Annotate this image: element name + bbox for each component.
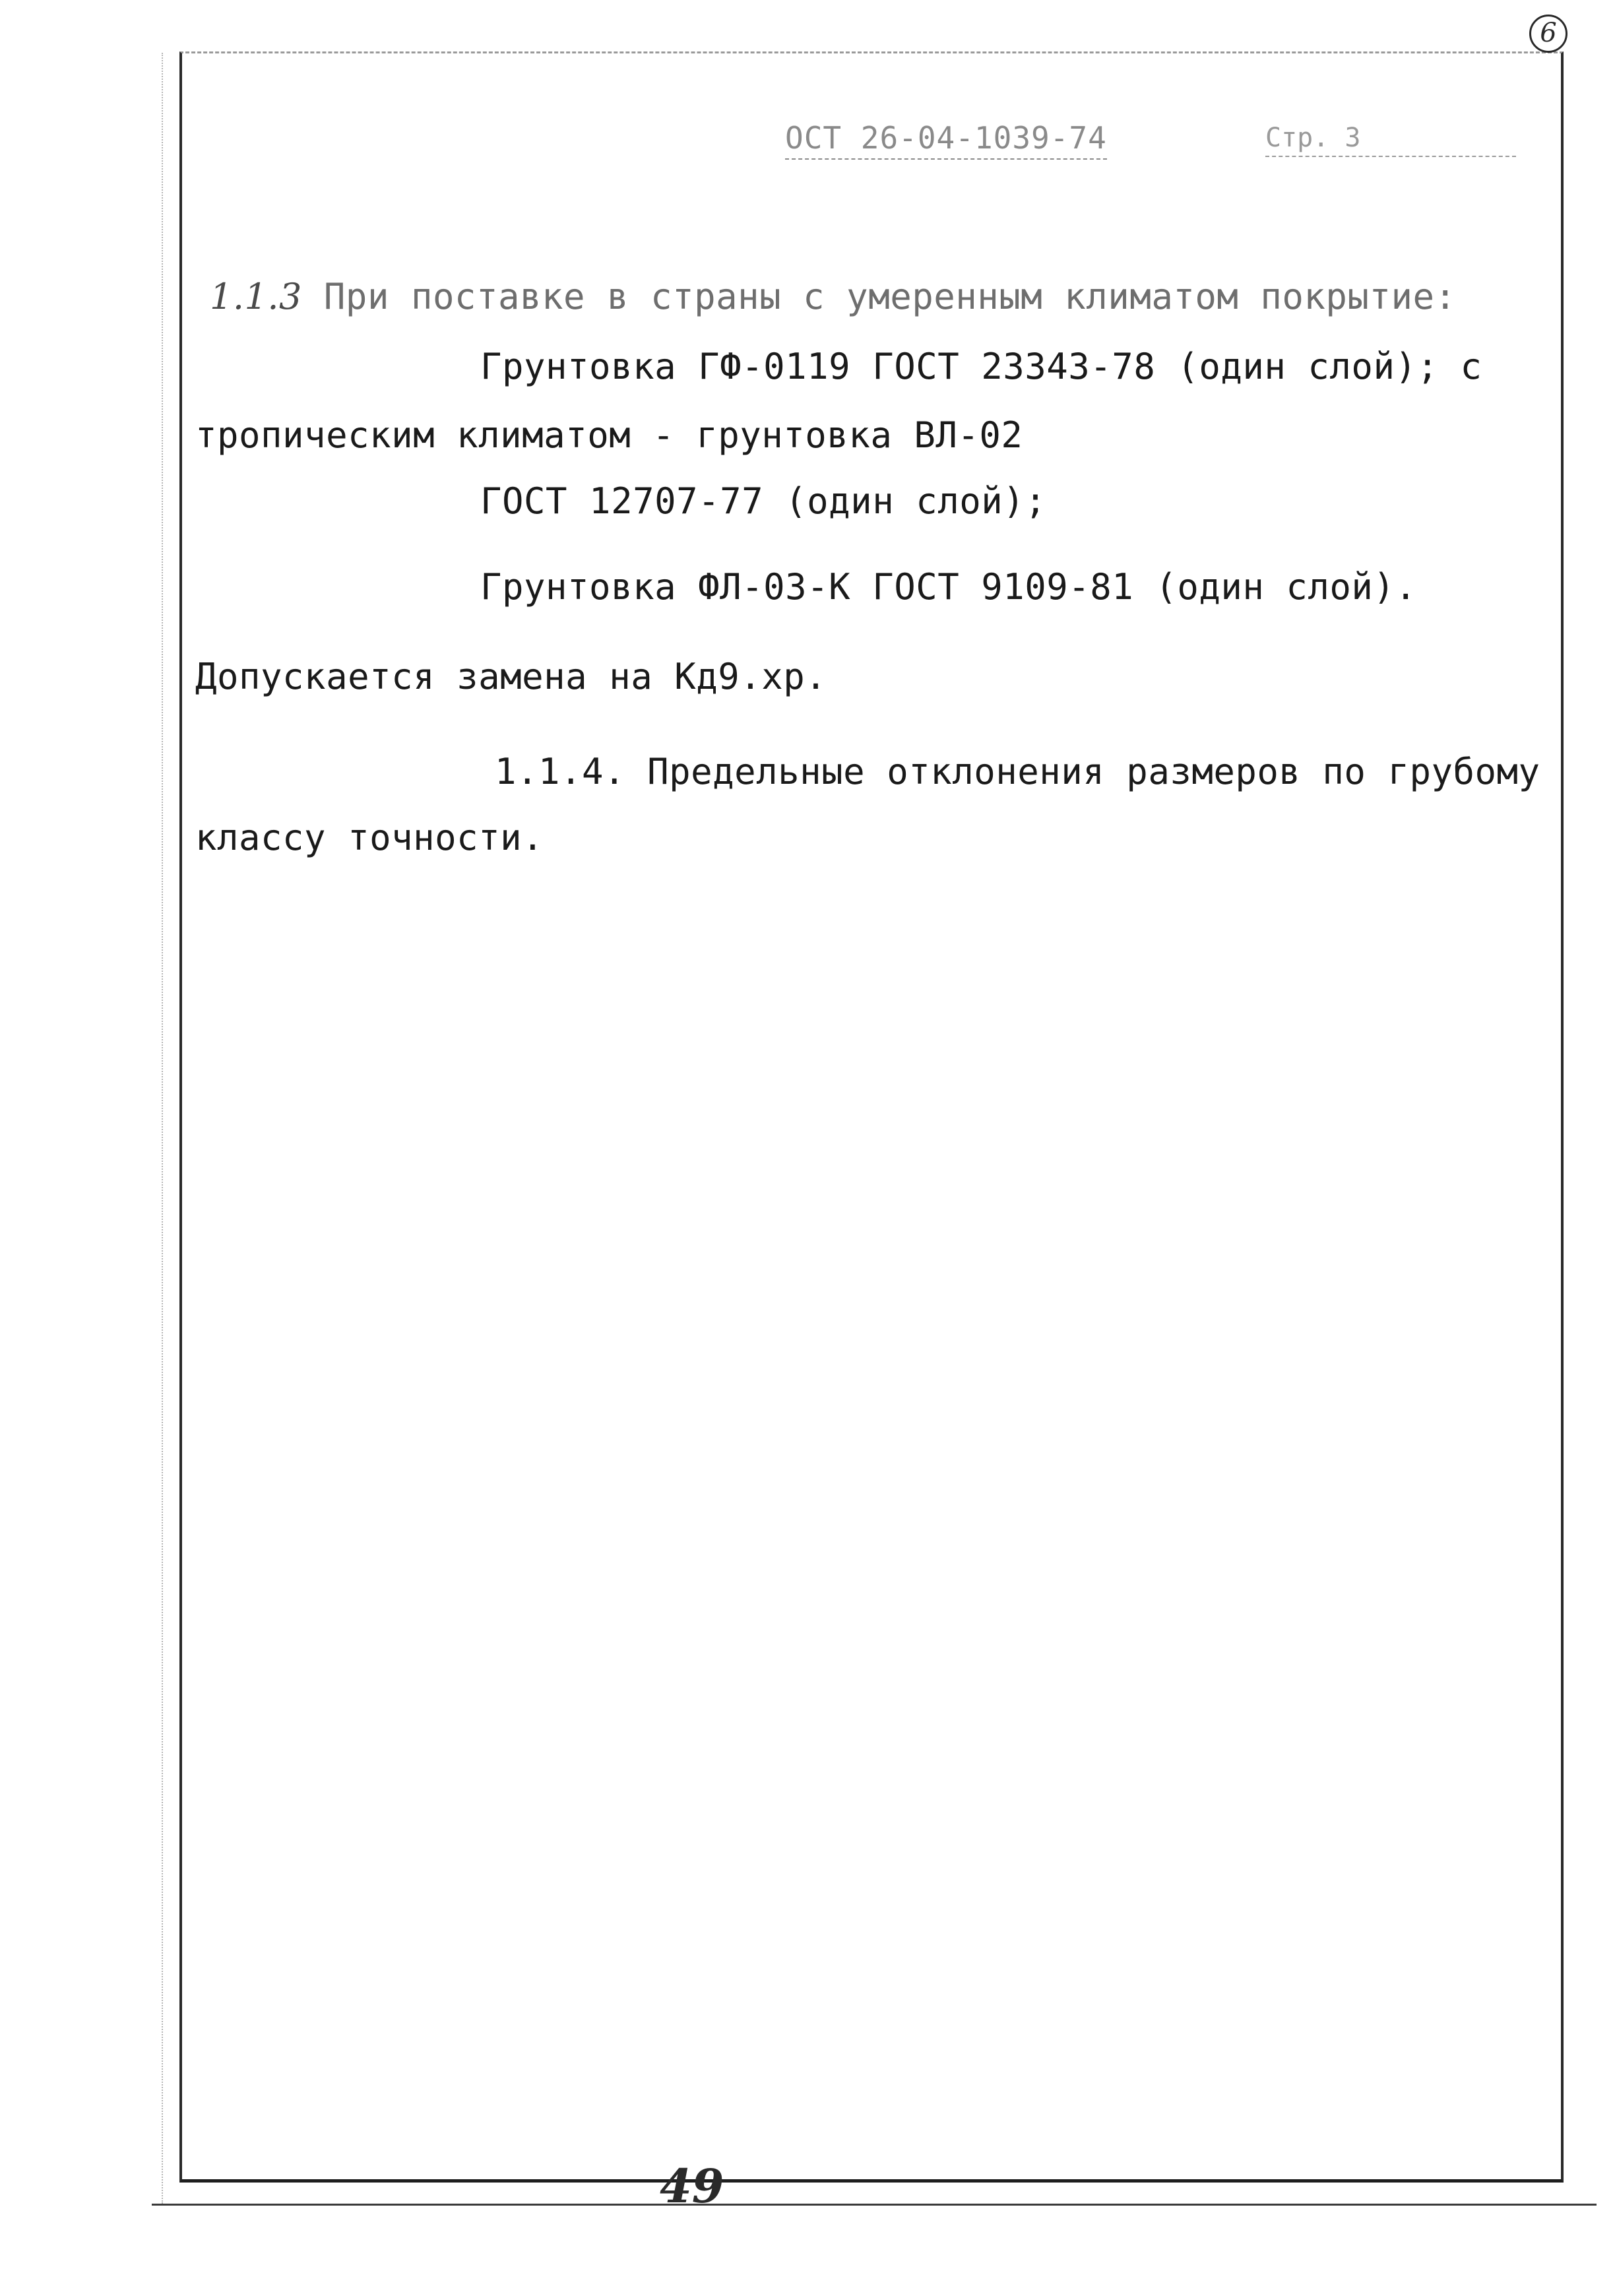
primer-line-2: Грунтовка ФЛ-03-К ГОСТ 9109-81 (один слой). — [480, 566, 1417, 608]
replacement-note: Допускается замена на Кд9.хр. — [195, 656, 827, 697]
document-code: ОСТ 26-04-1039-74 — [785, 120, 1107, 160]
paragraph-1-1-4: 1.1.4. Предельные отклонения размеров по грубому — [495, 751, 1540, 792]
page-label: Стр. 3 — [1265, 123, 1516, 157]
scan-edge — [162, 53, 163, 2204]
paragraph-1-1-3 — [210, 276, 1456, 317]
gost-line: ГОСТ 12707-77 (один слой); — [480, 480, 1047, 522]
sheet-number-mark: 6 — [1529, 15, 1568, 53]
tropical-line: тропическим климатом - грунтовка ВЛ-02 — [195, 414, 1023, 456]
clause-number-handwritten: 1.1.3 — [210, 276, 302, 317]
clause-text: При поставке в страны с умеренным климатом покрытие: — [323, 276, 1457, 317]
bottom-rule — [152, 2204, 1597, 2206]
primer-line-1: Грунтовка ГФ-0119 ГОСТ 23343-78 (один слой); с — [480, 346, 1482, 387]
paragraph-1-1-4-cont: классу точности. — [195, 817, 544, 858]
footer-page-number: 49 — [660, 2159, 724, 2214]
